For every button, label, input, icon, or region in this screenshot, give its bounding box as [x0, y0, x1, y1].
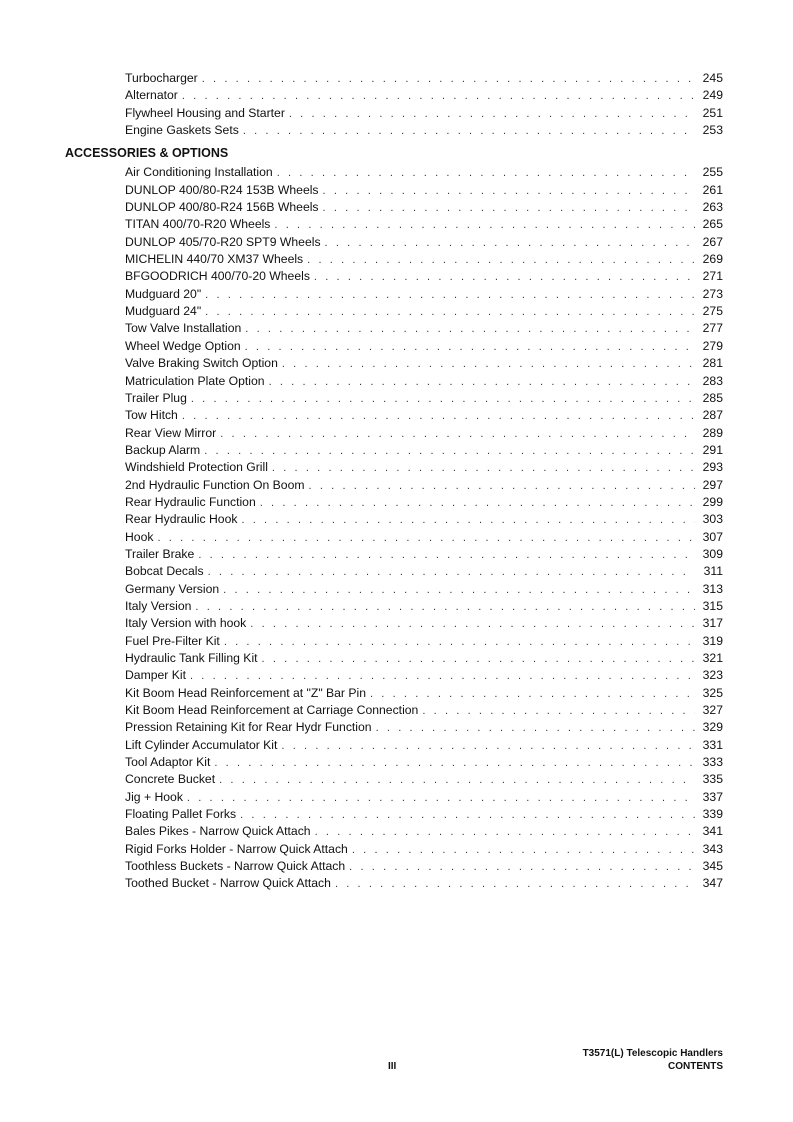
- toc-leader-dots: [260, 495, 695, 512]
- toc-entry[interactable]: [125, 841, 723, 858]
- toc-entry-title: Toothed Bucket - Narrow Quick Attach: [125, 876, 331, 891]
- toc-leader-dots: [262, 651, 695, 668]
- toc-entry[interactable]: [125, 70, 723, 87]
- toc-entry-page-number: 321: [702, 651, 723, 665]
- toc-entry-page-number: 347: [702, 876, 723, 891]
- toc-entry-title: DUNLOP 405/70-R20 SPT9 Wheels: [125, 234, 321, 249]
- toc-entry-title: Engine Gaskets Sets: [125, 123, 239, 138]
- toc-entry[interactable]: [125, 355, 723, 372]
- toc-entry[interactable]: [125, 806, 723, 823]
- toc-entry[interactable]: [125, 563, 723, 580]
- toc-entry-page-number: 249: [702, 88, 723, 103]
- toc-leader-dots: [205, 287, 695, 304]
- toc-leader-dots: [208, 564, 695, 581]
- toc-entry[interactable]: [125, 199, 723, 216]
- toc-entry-title: 2nd Hydraulic Function On Boom: [125, 477, 305, 492]
- toc-entry[interactable]: [125, 234, 723, 251]
- toc-entry-title: DUNLOP 400/80-R24 153B Wheels: [125, 182, 319, 197]
- toc-entry-page-number: 283: [702, 373, 723, 388]
- toc-entry-page-number: 275: [702, 304, 723, 319]
- toc-leader-dots: [272, 460, 695, 477]
- toc-entry[interactable]: [125, 122, 723, 139]
- toc-entry-title: Hook: [125, 529, 154, 544]
- toc-entry-page-number: 343: [702, 841, 723, 856]
- toc-entry-page-number: 281: [702, 356, 723, 371]
- toc-entry[interactable]: [125, 858, 723, 875]
- toc-leader-dots: [182, 88, 695, 105]
- toc-entry-page-number: 311: [703, 564, 723, 579]
- toc-entry-title: Tool Adaptor Kit: [125, 755, 211, 770]
- toc-leader-dots: [370, 686, 695, 703]
- toc-leader-dots: [191, 391, 695, 408]
- toc-leader-dots: [335, 876, 695, 893]
- toc-leader-dots: [224, 634, 695, 651]
- toc-leader-dots: [202, 71, 695, 88]
- toc-entry-page-number: 331: [702, 737, 723, 752]
- toc-entry[interactable]: [125, 459, 723, 476]
- toc-entry-page-number: 285: [702, 390, 723, 405]
- toc-entry[interactable]: [125, 615, 723, 632]
- toc-entry-title: Windshield Protection Grill: [125, 460, 268, 475]
- toc-entry-page-number: 309: [702, 546, 723, 561]
- toc-entry-page-number: 255: [702, 165, 723, 180]
- toc-leader-dots: [205, 304, 695, 321]
- toc-entry-title: Air Conditioning Installation: [125, 165, 273, 180]
- toc-entry-page-number: 315: [702, 598, 723, 613]
- toc-leader-dots: [307, 252, 695, 269]
- toc-leader-dots: [325, 235, 695, 252]
- toc-entry-title: Tow Valve Installation: [125, 321, 242, 336]
- toc-entry[interactable]: [125, 581, 723, 598]
- toc-entry-title: Mudguard 24": [125, 304, 202, 319]
- toc-entry-page-number: 323: [702, 668, 723, 683]
- toc-leader-dots: [241, 512, 695, 529]
- toc-entry-page-number: 251: [702, 105, 723, 120]
- toc-entry-title: TITAN 400/70-R20 Wheels: [125, 217, 271, 232]
- toc-leader-dots: [204, 443, 695, 460]
- toc-entry[interactable]: [125, 737, 723, 754]
- toc-leader-dots: [349, 859, 695, 876]
- toc-leader-dots: [198, 547, 695, 564]
- footer-document-title: [583, 1047, 723, 1073]
- toc-entry[interactable]: [125, 633, 723, 650]
- toc-entry-page-number: 325: [702, 685, 723, 700]
- toc-entry-title: Damper Kit: [125, 668, 186, 683]
- toc-entry[interactable]: [125, 650, 723, 667]
- toc-leader-dots: [195, 599, 695, 616]
- toc-entry-title: Bales Pikes - Narrow Quick Attach: [125, 824, 311, 839]
- toc-entry-title: Germany Version: [125, 581, 220, 596]
- toc-entry[interactable]: [125, 442, 723, 459]
- toc-leader-dots: [187, 790, 695, 807]
- toc-entry-title: Rigid Forks Holder - Narrow Quick Attach: [125, 841, 348, 856]
- toc-entry-title: Valve Braking Switch Option: [125, 356, 278, 371]
- toc-entry-page-number: 271: [702, 269, 723, 284]
- toc-leader-dots: [323, 200, 695, 217]
- toc-entry-page-number: 307: [702, 529, 723, 544]
- section-heading: ACCESSORIES & OPTIONS: [65, 146, 229, 161]
- toc-entry[interactable]: [125, 286, 723, 303]
- toc-entry[interactable]: [125, 685, 723, 702]
- toc-entry-page-number: 293: [702, 460, 723, 475]
- toc-leader-dots: [315, 824, 695, 841]
- toc-entry[interactable]: [125, 182, 723, 199]
- toc-entry-page-number: 317: [702, 616, 723, 631]
- toc-entry-page-number: 345: [702, 859, 723, 874]
- toc-entry[interactable]: [125, 598, 723, 615]
- toc-leader-dots: [323, 183, 695, 200]
- toc-entry-page-number: 245: [702, 71, 723, 85]
- toc-entry[interactable]: [125, 425, 723, 442]
- toc-entry-page-number: 333: [702, 755, 723, 770]
- toc-entry-page-number: 263: [702, 200, 723, 215]
- toc-entry-title: Hydraulic Tank Filling Kit: [125, 651, 258, 665]
- toc-entry[interactable]: [125, 87, 723, 104]
- toc-entry-title: MICHELIN 440/70 XM37 Wheels: [125, 252, 304, 267]
- toc-entry[interactable]: [125, 875, 723, 892]
- toc-entry[interactable]: [125, 373, 723, 390]
- toc-leader-dots: [314, 269, 695, 286]
- toc-entry-title: Trailer Plug: [125, 390, 187, 405]
- toc-entry-page-number: 297: [702, 477, 723, 492]
- toc-leader-dots: [352, 842, 695, 859]
- toc-entry-page-number: 337: [702, 789, 723, 804]
- toc-entry-page-number: 335: [702, 772, 723, 787]
- toc-entry[interactable]: [125, 251, 723, 268]
- toc-leader-dots: [190, 668, 695, 685]
- toc-entry-title: Alternator: [125, 88, 178, 103]
- toc-entry-title: DUNLOP 400/80-R24 156B Wheels: [125, 200, 319, 215]
- toc-leader-dots: [219, 772, 695, 789]
- toc-entry-title: Toothless Buckets - Narrow Quick Attach: [125, 859, 346, 874]
- toc-entry-page-number: 327: [702, 703, 723, 718]
- footer-page-number: III: [388, 1061, 397, 1072]
- toc-entry[interactable]: [125, 667, 723, 684]
- toc-entry[interactable]: [125, 494, 723, 511]
- toc-entry-page-number: 277: [702, 321, 723, 336]
- toc-entry-page-number: 329: [702, 720, 723, 735]
- toc-leader-dots: [281, 738, 695, 755]
- toc-entry[interactable]: [125, 702, 723, 719]
- toc-leader-dots: [250, 616, 695, 633]
- toc-entry[interactable]: [125, 529, 723, 546]
- toc-entry[interactable]: [125, 771, 723, 788]
- toc-entry[interactable]: [125, 105, 723, 122]
- toc-entry-page-number: 287: [702, 408, 723, 423]
- toc-entry-page-number: 313: [702, 581, 723, 596]
- toc-entry-title: Fuel Pre-Filter Kit: [125, 633, 220, 648]
- toc-leader-dots: [157, 530, 695, 547]
- toc-entry[interactable]: [125, 511, 723, 528]
- toc-leader-dots: [274, 217, 695, 234]
- footer-doc-title: T3571(L) Telescopic Handlers: [582, 1048, 723, 1059]
- toc-leader-dots: [182, 408, 695, 425]
- toc-entry[interactable]: [125, 546, 723, 563]
- toc-entry-page-number: 291: [702, 442, 723, 457]
- toc-leader-dots: [220, 426, 695, 443]
- toc-entry-title: Floating Pallet Forks: [125, 807, 237, 822]
- toc-entry-title: Flywheel Housing and Starter: [125, 105, 285, 120]
- toc-entry[interactable]: [125, 390, 723, 407]
- footer-section-name: CONTENTS: [668, 1061, 723, 1072]
- toc-entry-title: Lift Cylinder Accumulator Kit: [125, 737, 278, 752]
- toc-entry[interactable]: [125, 789, 723, 806]
- toc-entry-title: Kit Boom Head Reinforcement at Carriage Connection: [125, 703, 419, 718]
- toc-entry-title: Matriculation Plate Option: [125, 373, 265, 388]
- toc-entry-title: BFGOODRICH 400/70-20 Wheels: [125, 269, 310, 284]
- toc-leader-dots: [422, 703, 695, 720]
- toc-entry[interactable]: [125, 268, 723, 285]
- toc-entry-title: Kit Boom Head Reinforcement at "Z" Bar Pin: [125, 685, 366, 700]
- toc-entry[interactable]: [125, 216, 723, 233]
- toc-entry[interactable]: [125, 477, 723, 494]
- toc-entry-page-number: 253: [702, 123, 723, 138]
- toc-entry-title: Pression Retaining Kit for Rear Hydr Function: [125, 720, 372, 735]
- toc-leader-dots: [269, 374, 695, 391]
- toc-entry-page-number: 267: [702, 234, 723, 249]
- toc-entry-title: Rear View Mirror: [125, 425, 217, 440]
- toc-entry-page-number: 341: [702, 824, 723, 839]
- toc-entry-title: Rear Hydraulic Function: [125, 494, 256, 509]
- toc-entry-title: Mudguard 20": [125, 286, 202, 301]
- toc-entry-page-number: 279: [702, 338, 723, 353]
- toc-entry-page-number: 299: [702, 494, 723, 509]
- toc-leader-dots: [289, 106, 695, 123]
- toc-entry-page-number: 261: [702, 182, 723, 197]
- toc-entry[interactable]: [125, 164, 723, 181]
- toc-entry-title: Wheel Wedge Option: [125, 338, 241, 353]
- toc-leader-dots: [240, 807, 695, 824]
- table-of-contents: [0, 70, 793, 893]
- toc-leader-dots: [282, 356, 695, 373]
- toc-leader-dots: [277, 165, 695, 182]
- toc-entry-title: Tow Hitch: [125, 408, 178, 423]
- toc-entry-title: Italy Version with hook: [125, 616, 247, 631]
- toc-entry-title: Rear Hydraulic Hook: [125, 512, 238, 527]
- toc-entry-title: Concrete Bucket: [125, 772, 216, 787]
- toc-entry[interactable]: [125, 823, 723, 840]
- toc-entry-page-number: 269: [702, 252, 723, 267]
- toc-leader-dots: [214, 755, 695, 772]
- toc-entry-title: Italy Version: [125, 598, 192, 613]
- toc-entry-page-number: 265: [702, 217, 723, 232]
- toc-leader-dots: [376, 720, 695, 737]
- toc-entry-page-number: 339: [702, 807, 723, 822]
- toc-leader-dots: [245, 321, 695, 338]
- toc-entry[interactable]: [125, 754, 723, 771]
- toc-entry[interactable]: [125, 320, 723, 337]
- toc-entry[interactable]: [125, 303, 723, 320]
- toc-leader-dots: [309, 478, 695, 495]
- toc-leader-dots: [245, 339, 695, 356]
- toc-entry[interactable]: [125, 719, 723, 736]
- toc-entry[interactable]: [125, 338, 723, 355]
- toc-entry-page-number: 303: [702, 512, 723, 527]
- toc-entry-page-number: 273: [702, 286, 723, 301]
- toc-entry-title: Jig + Hook: [125, 789, 183, 804]
- toc-entry-title: Bobcat Decals: [125, 564, 204, 579]
- toc-entry-page-number: 319: [702, 633, 723, 648]
- toc-entry[interactable]: [125, 407, 723, 424]
- toc-leader-dots: [223, 582, 695, 599]
- toc-entry-title: Trailer Brake: [125, 546, 195, 561]
- toc-entry-page-number: 289: [702, 425, 723, 440]
- toc-entry-title: Turbocharger: [125, 71, 198, 85]
- toc-leader-dots: [243, 123, 695, 140]
- toc-entry-title: Backup Alarm: [125, 442, 201, 457]
